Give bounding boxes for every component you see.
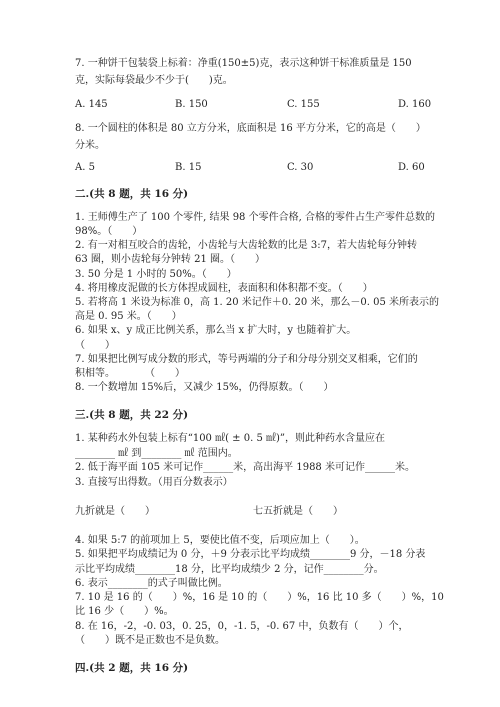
s2-line: （ ）	[75, 340, 115, 351]
s2-line: 4. 将用橡皮泥做的长方体捏成圆柱，表面积和体积都不变。（ ）	[75, 283, 373, 294]
s3-line: 4. 如果 5:7 的前项加上 5，要使比值不变，后项应加上（ ）。	[75, 535, 365, 546]
s3-line: （ ）既不是正数也不是负数。	[75, 635, 225, 646]
s2-line: 1. 王师傅生产了 100 个零件, 结果 98 个零件合格, 合格的零件占生产零件总数的	[75, 212, 435, 223]
s3-line: 2. 低于海平面 105 米可记作______米，高出海平 1988 米可记作______米。	[75, 462, 415, 473]
s3-line: 比 16 少（ ）%。	[75, 606, 174, 617]
s2-line: 63 圈，则小齿轮每分钟转 21 圈。（ ）	[75, 254, 265, 265]
q8-option-b: B. 15	[175, 162, 202, 173]
q8-line1: 8. 一个圆柱的体积是 80 立方分米，底面积是 16 平方分米，它的高是（ ）	[75, 123, 426, 134]
q7-option-b: B. 150	[175, 99, 208, 110]
section-3-title: 三.(共 8 题，共 22 分)	[75, 409, 189, 421]
q7-line2: 克，实际每袋最少不少于( )克。	[75, 75, 233, 86]
q7-option-a: A. 145	[75, 99, 108, 110]
s2-line: 高是 0. 95 米。（ ）	[75, 311, 182, 322]
s3-line: 示比平均成绩________18 分，比平均成绩少 2 分，记作________分。	[75, 564, 384, 575]
s3-line: 6. 表示________的式子叫做比例。	[75, 578, 228, 589]
q7-option-d: D. 160	[398, 99, 432, 110]
s3-line: 3. 直接写出得数。（用百分数表示）	[75, 477, 233, 488]
q8-option-a: A. 5	[75, 162, 95, 173]
s2-line: 6. 如果 x、y 成正比例关系，那么当 x 扩大时，y 也随着扩大。	[75, 325, 357, 336]
s2-line: 7. 如果把比例写成分数的形式，等号两端的分子和分母分别交叉相乘，它们的	[75, 354, 418, 365]
q7-option-c: C. 155	[287, 99, 320, 110]
s3-line: 7. 10 是 16 的（ ）%，16 是 10 的（ ）%，16 比 10 多（ ）%，10	[75, 592, 444, 603]
s3-line: 5. 如果把平均成绩记为 0 分，＋9 分表示比平均成绩________9 分，－18 分表	[75, 549, 426, 560]
section-2-title: 二.(共 8 题，共 16 分)	[75, 188, 189, 200]
s3-line: 1. 某种药水外包装上标有“100 ㎖( ± 0. 5 ㎖)”，则此种药水含量应在	[75, 433, 386, 444]
s2-line: 积相等。 （ ）	[75, 368, 185, 379]
q8-option-c: C. 30	[287, 162, 314, 173]
q7-line1: 7. 一种饼干包装袋上标着：净重(150±5)克，表示这种饼干标准质量是 150	[75, 58, 412, 69]
s3-line: ________ ㎖ 到________ ㎖ 范围内。	[75, 448, 238, 459]
s2-line: 3. 50 分是 1 小时的 50%。（ ）	[75, 269, 237, 280]
s2-line: 2. 有一对相互咬合的齿轮，小齿轮与大齿轮数的比是 3:7，若大齿轮每分钟转	[75, 240, 417, 251]
s2-line: 5. 若将高 1 米设为标准 0，高 1. 20 米记作＋0. 20 米，那么－0. 05 米所表示的	[75, 297, 440, 308]
q8-line2: 分米。	[75, 140, 105, 151]
s2-line: 8. 一个数增加 15%后，又减少 15%，仍得原数。（ ）	[75, 382, 334, 393]
discount-left: 九折就是（ ）	[75, 506, 155, 517]
discount-right: 七五折就是（ ）	[253, 506, 343, 517]
section-4-title: 四.(共 2 题，共 16 分)	[75, 662, 189, 674]
q8-option-d: D. 60	[398, 162, 425, 173]
s3-line: 8. 在 16，-2，-0. 03，0. 25，0，-1. 5，-0. 67 中，负数有（ ）个，	[75, 621, 409, 632]
s2-line: 98%。（ ）	[75, 226, 143, 237]
